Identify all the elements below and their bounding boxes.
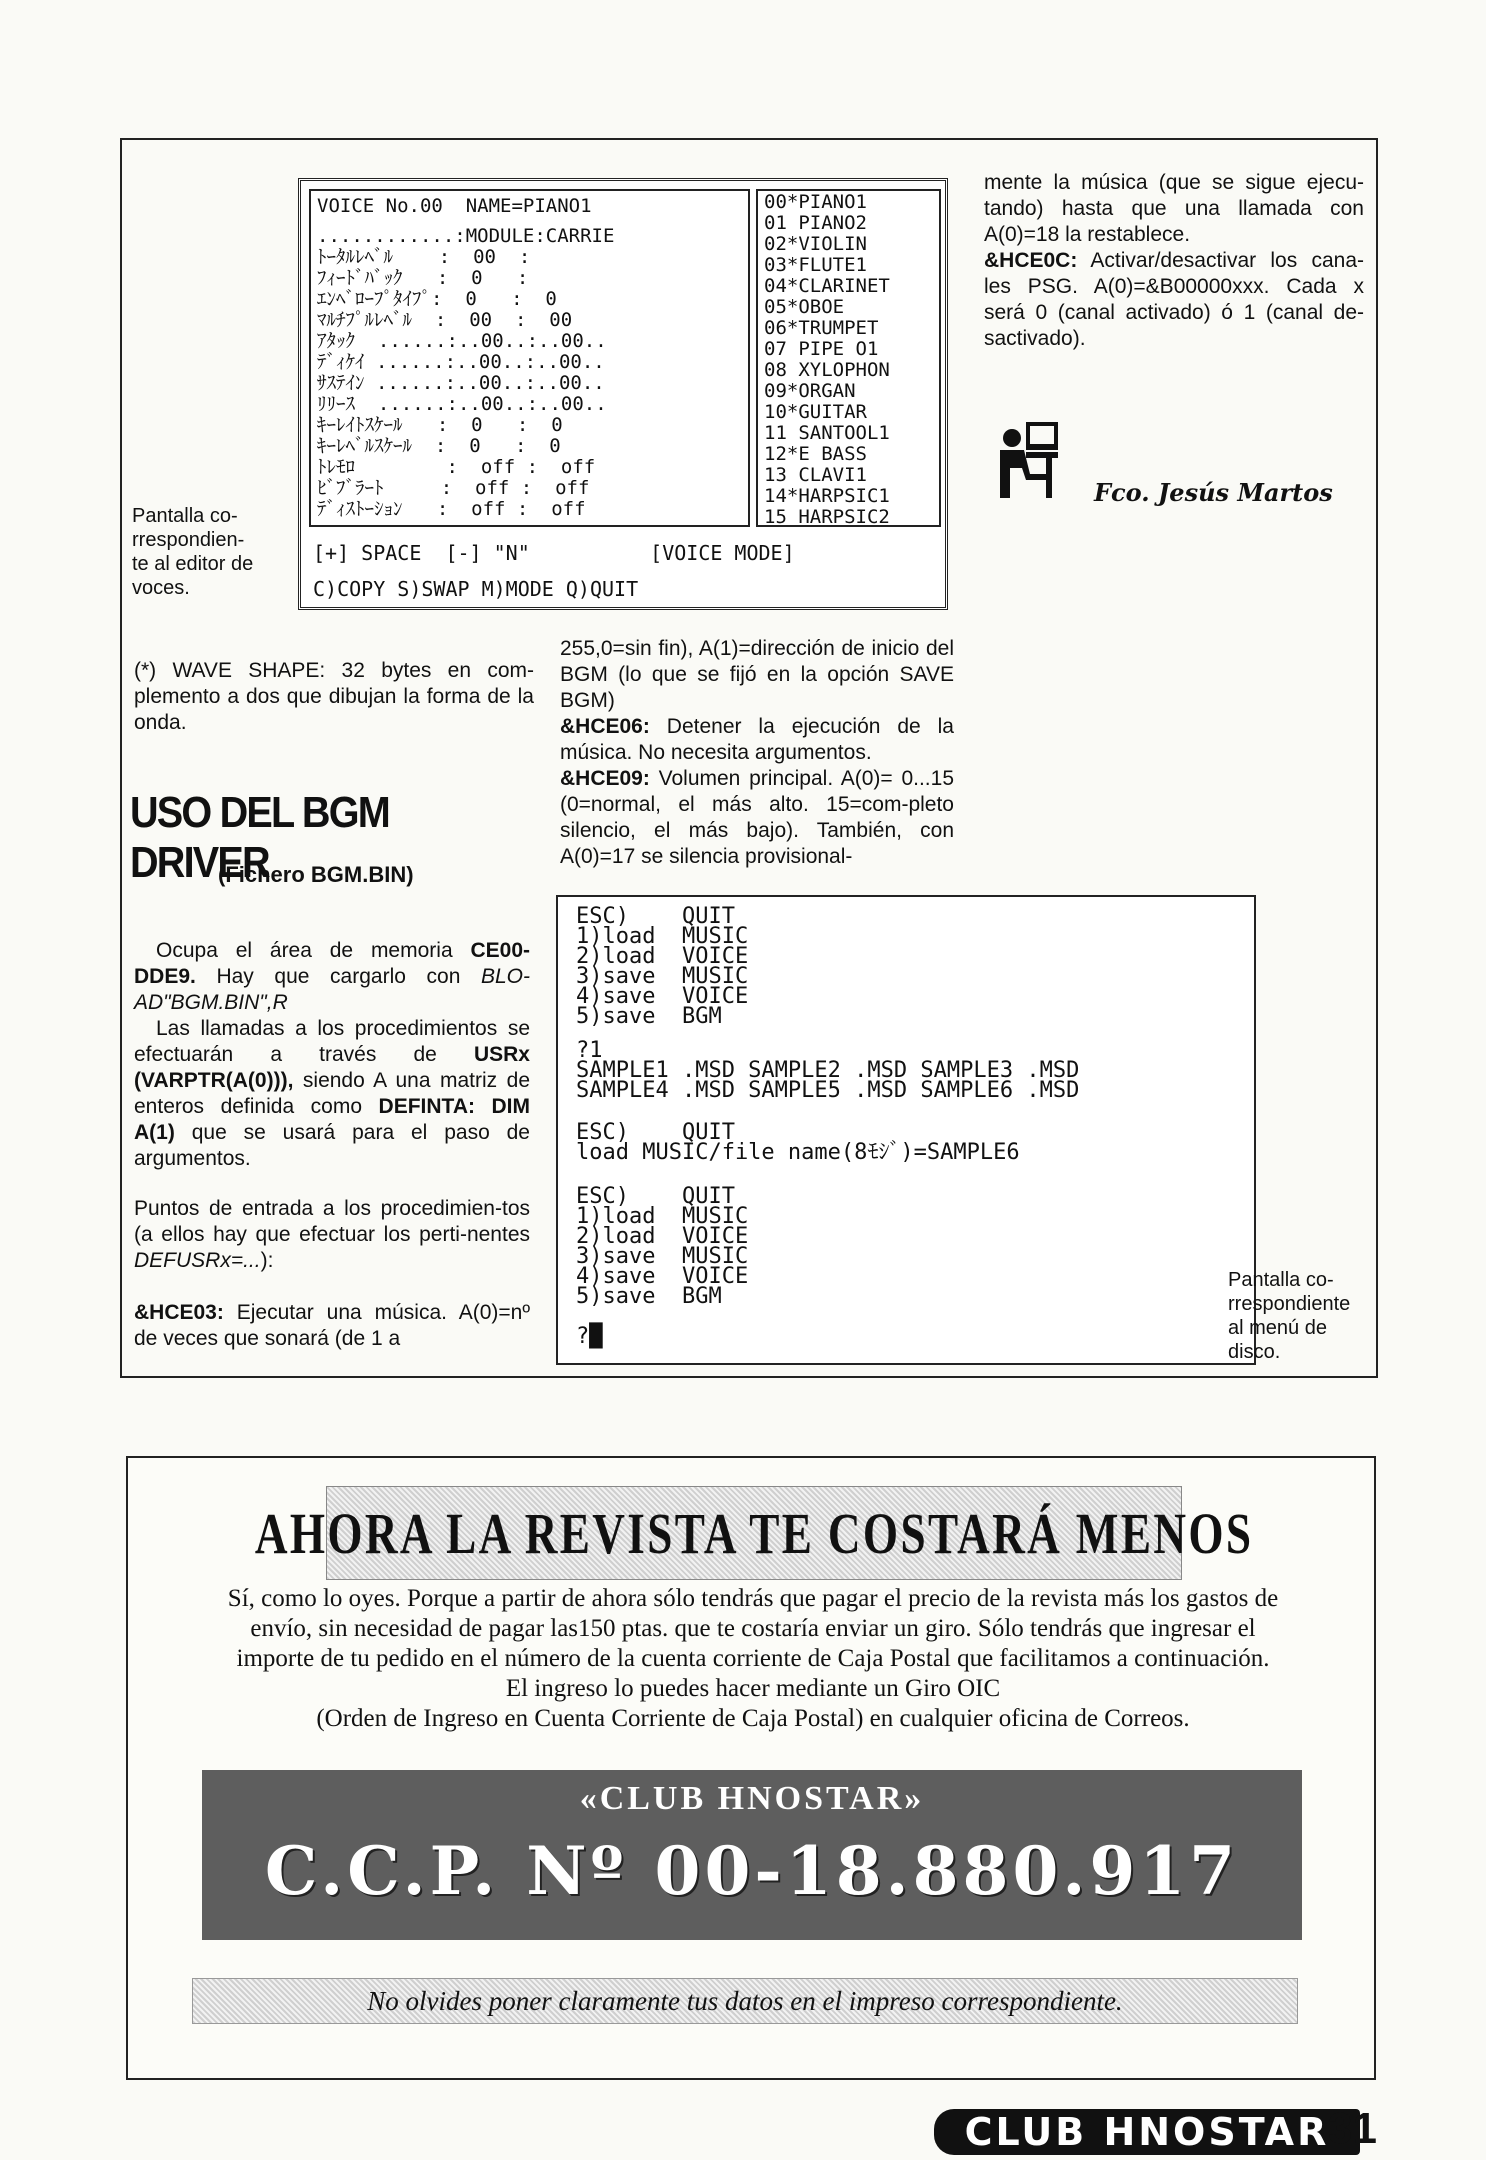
voice-list-item: 01 PIANO2 xyxy=(764,212,867,234)
voice-list-item: 14*HARPSIC1 xyxy=(764,485,890,507)
voice-row: ............:MODULE:CARRIE xyxy=(317,225,615,247)
right-column-text xyxy=(984,170,1364,352)
author-signature: Fco. Jesús Martos xyxy=(1094,478,1333,507)
club-name: «CLUB HNOSTAR» xyxy=(579,1780,925,1817)
paragraph: Activar/desactivar los cana-les PSG. A(0)=&B00000xxx. Cada x será 0 (canal activado) ó 1 (canal de-sactivado). xyxy=(984,249,1364,350)
ad-headline: AHORA LA REVISTA TE COSTARÁ MENOS xyxy=(254,1500,1254,1566)
subscription-advertisement xyxy=(126,1456,1376,2080)
paragraph: ): xyxy=(260,1249,274,1272)
entry-point-label: &HCE09: xyxy=(560,767,650,790)
voice-row: ｴﾝﾍﾞﾛｰﾌﾟﾀｲﾌﾟ: 0 : 0 xyxy=(317,288,557,310)
disk-menu-row: 3)save MUSIC xyxy=(576,964,749,989)
disk-menu-row: 2)load VOICE xyxy=(576,1224,749,1249)
voice-list-item: 02*VIOLIN xyxy=(764,233,867,255)
voice-list-panel xyxy=(756,189,941,527)
disk-menu-prompt: ?█ xyxy=(576,1324,603,1349)
disk-menu-row: 3)save MUSIC xyxy=(576,1244,749,1269)
magazine-logo: CLUB HNOSTAR xyxy=(934,2109,1360,2155)
entry-point-label: &HCE0C: xyxy=(984,249,1078,272)
wave-shape-note: (*) WAVE SHAPE: 32 bytes en com-plemento a dos que dibujan la forma de la onda. xyxy=(134,659,534,734)
voice-row: ﾃﾞｨｹｲ ......:..00..:..00.. xyxy=(317,351,605,373)
voice-editor-footer: [+] SPACE [-] "N" [VOICE MODE] xyxy=(313,541,795,565)
disk-menu-caption: Pantalla co- rrespondiente al menú de disco. xyxy=(1228,1269,1351,1363)
disk-menu-row: 1)load MUSIC xyxy=(576,924,749,949)
voice-row: ﾃﾞｨｽﾄｰｼｮﾝ : off : off xyxy=(317,498,586,520)
section-title: USO DEL BGM DRIVER xyxy=(130,788,389,887)
voice-list-item: 15 HARPSIC2 xyxy=(764,506,890,528)
voice-list-item: 07 PIPE O1 xyxy=(764,338,879,360)
voice-editor-caption: Pantalla co- rrespondien- te al editor de voces. xyxy=(132,505,254,599)
middle-column-text xyxy=(560,636,954,870)
voice-list-item: 00*PIANO1 xyxy=(764,191,867,213)
disk-menu-row: 2)load VOICE xyxy=(576,944,749,969)
paragraph: Ejecutar una música. A(0)=nº de veces que sonará (de 1 a xyxy=(134,1301,530,1350)
voice-list-item: 03*FLUTE1 xyxy=(764,254,867,276)
voice-row: ﾋﾞﾌﾞﾗｰﾄ : off : off xyxy=(317,477,590,499)
voice-list-item: 12*E BASS xyxy=(764,443,867,465)
entry-point-label: &HCE03: xyxy=(134,1301,224,1324)
defusr-command: DEFUSRx=... xyxy=(134,1249,261,1272)
memory-range: CE00-DDE9. xyxy=(134,939,530,988)
author-computer-icon xyxy=(990,418,1060,502)
voice-list-item: 11 SANTOOL1 xyxy=(764,422,890,444)
disk-menu-row: ?1 xyxy=(576,1038,603,1063)
voice-row: ｷｰﾚｲﾄｽｹｰﾙ : 0 : 0 xyxy=(317,414,563,436)
paragraph: Puntos de entrada a los procedimien-tos (a ellos hay que efectuar los perti-nentes xyxy=(134,1197,530,1246)
paragraph: siendo A una matriz de enteros definida como xyxy=(134,1069,530,1118)
defint-statement: DEFINTA: DIM A(1) xyxy=(134,1095,530,1144)
disk-menu-row: 4)save VOICE xyxy=(576,1264,749,1289)
disk-menu-screen xyxy=(556,895,1256,1365)
voice-list-item: 08 XYLOPHON xyxy=(764,359,890,381)
voice-row: VOICE No.00 NAME=PIANO1 xyxy=(317,195,592,217)
voice-row: ﾏﾙﾁﾌﾟﾙﾚﾍﾞﾙ : 00 : 00 xyxy=(317,309,573,331)
left-column-text xyxy=(134,938,530,1172)
voice-row: ｷｰﾚﾍﾞﾙｽｹｰﾙ : 0 : 0 xyxy=(317,435,561,457)
entry-point-hce03 xyxy=(134,1300,530,1352)
voice-row: ﾄﾚﾓﾛ : off : off xyxy=(317,456,596,478)
disk-menu-row: SAMPLE1 .MSD SAMPLE2 .MSD SAMPLE3 .MSD xyxy=(576,1058,1080,1083)
disk-menu-row: ESC) QUIT xyxy=(576,904,735,929)
voice-list-item: 06*TRUMPET xyxy=(764,317,879,339)
load-command: BLO-AD"BGM.BIN",R xyxy=(134,965,530,1014)
disk-menu-row: ESC) QUIT xyxy=(576,1120,735,1145)
voice-list-item: 13 CLAVI1 xyxy=(764,464,867,486)
ad-footer-note: No olvides poner claramente tus datos en el impreso correspondiente. xyxy=(192,1978,1298,2024)
voice-editor-commands: C)COPY S)SWAP M)MODE Q)QUIT xyxy=(313,577,639,601)
disk-menu-row: SAMPLE4 .MSD SAMPLE5 .MSD SAMPLE6 .MSD xyxy=(576,1078,1080,1103)
account-number: C.C.P. Nº 00-18.880.917 xyxy=(264,1832,1240,1910)
usr-call: USRx (VARPTR(A(0))), xyxy=(134,1043,530,1092)
voice-list-item: 09*ORGAN xyxy=(764,380,856,402)
voice-list-item: 05*OBOE xyxy=(764,296,845,318)
paragraph: Las llamadas a los procedimientos se efectuarán a través de xyxy=(134,1017,530,1066)
ad-body xyxy=(168,1584,1338,1734)
section-subtitle: (Fichero BGM.BIN) xyxy=(218,862,414,887)
paragraph: 255,0=sin fin), A(1)=dirección de inicio del BGM (lo que se fijó en la opción SAVE BGM) xyxy=(560,637,954,712)
ad-line: envío, sin necesidad de pagar las150 ptas. que te costaría enviar un giro. Sólo tendrás que ingresar el xyxy=(250,1615,1256,1642)
ad-line: importe de tu pedido en el número de la cuenta corriente de Caja Postal que facilitamos a continuación. xyxy=(236,1645,1270,1672)
ad-banner xyxy=(254,1486,1254,1580)
disk-menu-row: load MUSIC/file name(8ﾓｼﾞ)=SAMPLE6 xyxy=(576,1140,1020,1165)
paragraph: Ocupa el área de memoria xyxy=(156,939,471,962)
voice-parameter-panel xyxy=(309,189,750,527)
account-box xyxy=(202,1770,1302,1940)
disk-menu-row: ESC) QUIT xyxy=(576,1184,735,1209)
voice-row: ﾄｰﾀﾙﾚﾍﾞﾙ : 00 : xyxy=(317,246,531,268)
paragraph: Hay que cargarlo con xyxy=(195,965,481,988)
page-number: 31 xyxy=(1328,2104,1377,2153)
entry-point-label: &HCE06: xyxy=(560,715,650,738)
paragraph: mente la música (que se sigue ejecu-tando) hasta que una llamada con A(0)=18 la restablece. xyxy=(984,171,1364,246)
voice-list-item: 10*GUITAR xyxy=(764,401,867,423)
disk-menu-row: 1)load MUSIC xyxy=(576,1204,749,1229)
disk-menu-row: 5)save BGM xyxy=(576,1284,722,1309)
paragraph: Detener la ejecución de la música. No necesita argumentos. xyxy=(560,715,954,764)
voice-editor-screen xyxy=(298,178,948,610)
voice-row: ﾌｨｰﾄﾞﾊﾞｯｸ : 0 : xyxy=(317,267,529,289)
paragraph: que se usará para el paso de argumentos. xyxy=(134,1121,530,1170)
ad-line: El ingreso lo puedes hacer mediante un Giro OIC xyxy=(505,1675,1001,1702)
entry-points-intro xyxy=(134,1196,530,1274)
paragraph: Volumen principal. A(0)= 0...15 (0=normal, el más alto. 15=com-pleto silencio, el más bajo). También, con A(0)=17 se silencia provisional- xyxy=(560,767,954,868)
ad-line: (Orden de Ingreso en Cuenta Corriente de Caja Postal) en cualquier oficina de Correos. xyxy=(316,1705,1190,1732)
disk-menu-row: 5)save BGM xyxy=(576,1004,722,1029)
voice-list-item: 04*CLARINET xyxy=(764,275,890,297)
voice-row: ﾘﾘｰｽ ......:..00..:..00.. xyxy=(317,393,607,415)
voice-row: ｻｽﾃｲﾝ ......:..00..:..00.. xyxy=(317,372,605,394)
voice-row: ｱﾀｯｸ ......:..00..:..00.. xyxy=(317,330,607,352)
disk-menu-row: 4)save VOICE xyxy=(576,984,749,1009)
ad-line: Sí, como lo oyes. Porque a partir de ahora sólo tendrás que pagar el precio de la revista más los gastos de xyxy=(227,1585,1279,1612)
